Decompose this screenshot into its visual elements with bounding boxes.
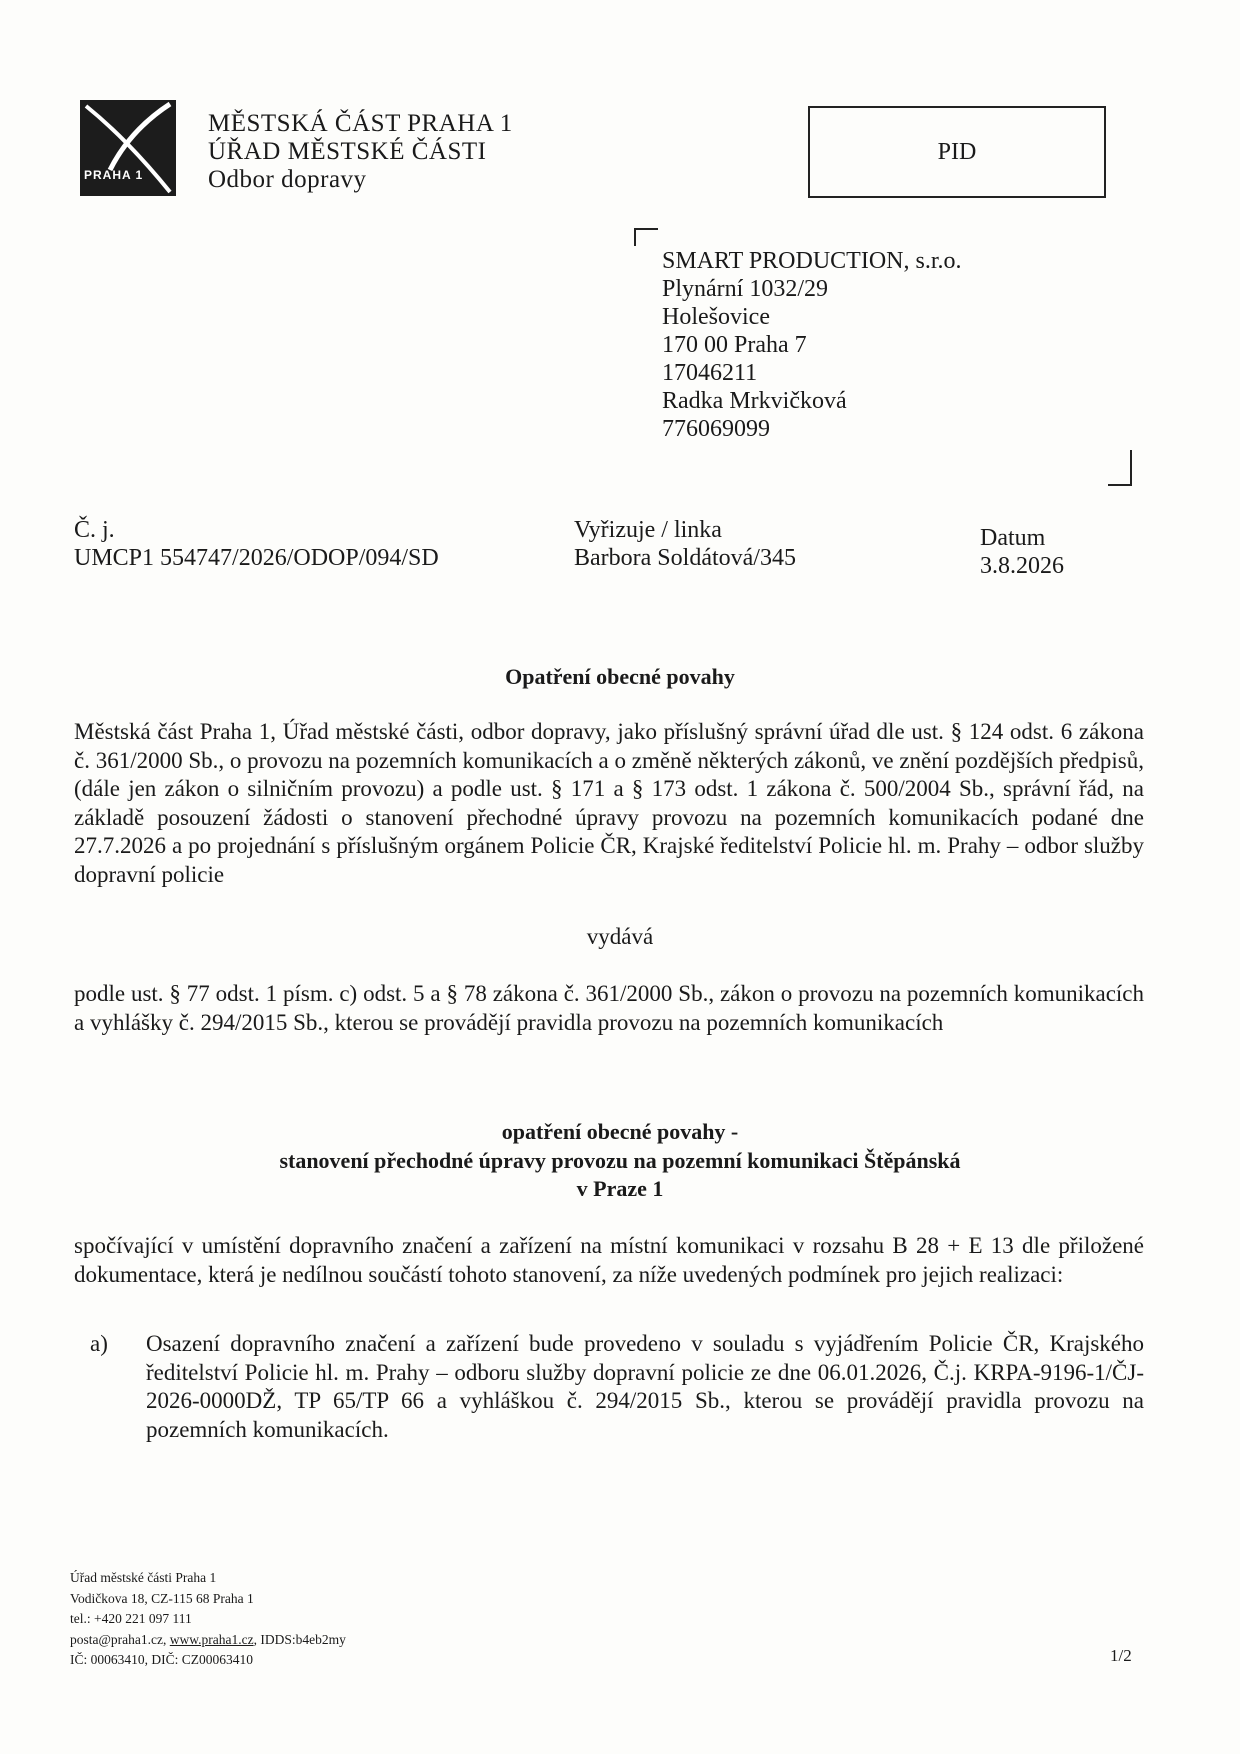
- handler-value: Barbora Soldátová/345: [574, 545, 796, 571]
- office-line: Odbor dopravy: [208, 166, 367, 193]
- date-value: 3.8.2026: [980, 553, 1064, 579]
- footer-address: Vodičkova 18, CZ-115 68 Praha 1: [70, 1590, 254, 1606]
- pid-label: PID: [937, 138, 977, 165]
- scope-paragraph: spočívající v umístění dopravního značení a zařízení na místní komunikaci v rozsahu B 28 + E 13 dle přiložené dokumentace, která je nedílnou součástí tohoto stanovení, za níže uvedených podmínek pro jejich realizaci:: [74, 1233, 1144, 1287]
- praha1-logo: [80, 100, 176, 196]
- date-info: [980, 524, 1064, 580]
- decision-heading: [0, 1118, 1240, 1204]
- footer-email-web: posta@praha1.cz, www.praha1.cz, IDDS:b4eb2my: [70, 1631, 346, 1647]
- office-line: MĚSTSKÁ ČÁST PRAHA 1: [208, 110, 513, 137]
- footer-contact: [70, 1568, 346, 1671]
- issues-word: vydává: [586, 924, 654, 949]
- recipient-line: Radka Mrkvičková: [662, 388, 847, 414]
- condition-item: [90, 1330, 1144, 1444]
- footer-email[interactable]: posta@praha1.cz: [70, 1631, 164, 1647]
- recipient-line: SMART PRODUCTION, s.r.o.: [662, 248, 962, 274]
- footer-web-link[interactable]: www.praha1.cz: [169, 1631, 254, 1647]
- footer-phone: tel.: +420 221 097 111: [70, 1611, 192, 1626]
- recipient-line: 170 00 Praha 7: [662, 332, 807, 358]
- address-corner-top-left: [634, 228, 658, 246]
- ref-label: Č. j.: [74, 517, 115, 543]
- recipient-address: [662, 247, 962, 443]
- footer-ids: IČ: 00063410, DIČ: CZ00063410: [70, 1652, 254, 1667]
- page-number: 1/2: [1110, 1646, 1132, 1665]
- address-corner-bottom-right: [1108, 450, 1132, 486]
- office-line: ÚŘAD MĚSTSKÉ ČÁSTI: [208, 138, 487, 165]
- logo-text: PRAHA 1: [84, 168, 144, 182]
- heading-line: opatření obecné povahy -: [501, 1119, 739, 1144]
- recipient-line: Plynární 1032/29: [662, 276, 828, 302]
- recipient-line: 776069099: [662, 416, 770, 442]
- footer-office: Úřad městské části Praha 1: [70, 1570, 217, 1585]
- condition-label: a): [90, 1331, 108, 1356]
- document-title: Opatření obecné povahy: [505, 664, 735, 689]
- handler-info: [574, 516, 796, 572]
- handler-label: Vyřizuje / linka: [574, 517, 722, 543]
- heading-line: v Praze 1: [576, 1176, 664, 1201]
- reference-number: [74, 516, 439, 572]
- condition-text: Osazení dopravního značení a zařízení bude provedeno v souladu s vyjádřením Policie ČR, Krajského ředitelství Policie hl. m. Prahy – odboru služby dopravní policie ze dne 06.01.2026, Č.j. KRPA-9196-1/ČJ-2026-0000DŽ, TP 65/TP 66 a vyhláškou č. 294/2015 Sb., kterou se provádějí pravidla provozu na pozemních komunikacích.: [146, 1331, 1144, 1442]
- ref-value: UMCP1 554747/2026/ODOP/094/SD: [74, 545, 439, 571]
- legal-basis-paragraph: podle ust. § 77 odst. 1 písm. c) odst. 5 a § 78 zákona č. 361/2000 Sb., zákon o provozu na pozemních komunikacích a vyhlášky č. 294/2015 Sb., kterou se provádějí pravidla provozu na pozemních komunikacích: [74, 981, 1144, 1035]
- recipient-line: 17046211: [662, 360, 758, 386]
- recipient-line: Holešovice: [662, 304, 770, 330]
- pid-box: [808, 106, 1106, 198]
- heading-line: stanovení přechodné úpravy provozu na pozemní komunikaci Štěpánská: [279, 1147, 961, 1173]
- date-label: Datum: [980, 525, 1046, 551]
- footer-idds: IDDS:b4eb2my: [260, 1631, 346, 1647]
- office-name: [208, 110, 513, 194]
- intro-paragraph: Městská část Praha 1, Úřad městské části, odbor dopravy, jako příslušný správní úřad dle ust. § 124 odst. 6 zákona č. 361/2000 Sb., o provozu na pozemních komunikacích a o změně některých zákonů, ve znění pozdějších předpisů, (dále jen zákon o silničním provozu) a podle ust. § 171 a § 173 odst. 1 zákona č. 500/2004 Sb., správní řád, na základě posouzení žádosti o stanovení přechodné úpravy provozu na pozemních komunikacích podané dne 27.7.2026 a po projednání s příslušným orgánem Policie ČR, Krajské ředitelství Policie hl. m. Prahy – odbor služby dopravní policie: [74, 719, 1144, 887]
